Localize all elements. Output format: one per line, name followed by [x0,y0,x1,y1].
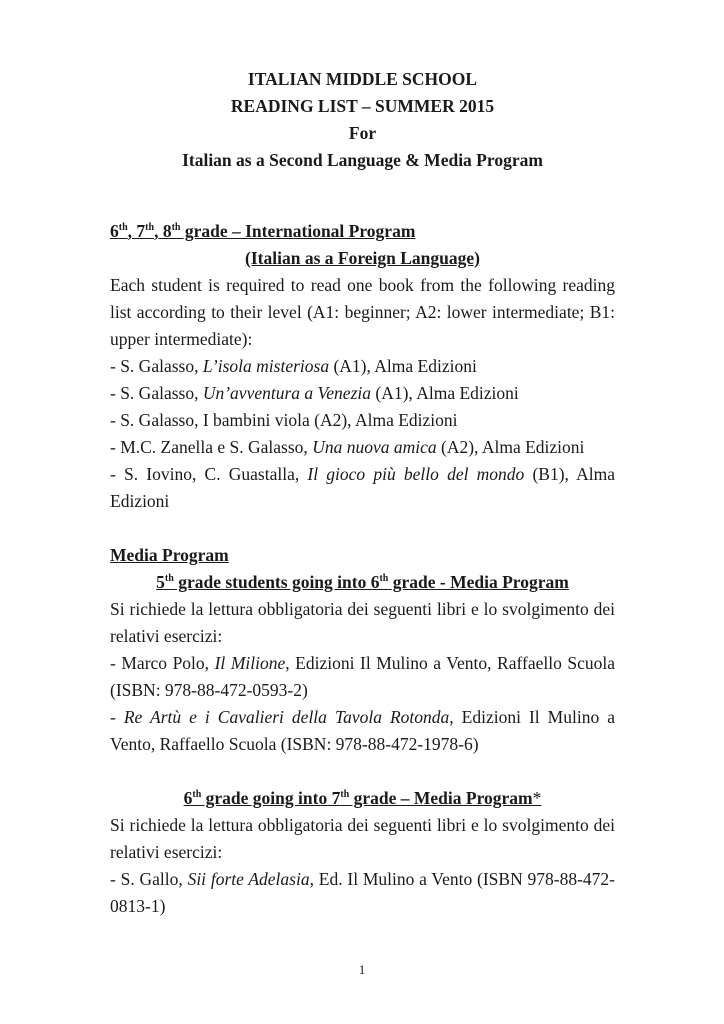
media-program-heading: Media Program [110,545,229,565]
list-item: - Marco Polo, Il Milione, Edizioni Il Mulino a Vento, Raffaello Scuola (ISBN: 978-88-472-0593-2) [110,653,615,700]
grade5-intro: Si richiede la lettura obbligatoria dei seguenti libri e lo svolgimento dei relativi esercizi: [110,599,615,646]
grade6-intro: Si richiede la lettura obbligatoria dei seguenti libri e lo svolgimento dei relativi esercizi: [110,815,615,862]
list-item: - M.C. Zanella e S. Galasso, Una nuova amica (A2), Alma Edizioni [110,437,585,457]
list-item: - Re Artù e i Cavalieri della Tavola Rotonda, Edizioni Il Mulino a Vento, Raffaello Scuola (ISBN: 978-88-472-1978-6) [110,707,615,754]
grade6-media-heading: 6th grade going into 7th grade – Media Program* [183,788,542,808]
document-page [110,66,615,920]
list-item: - S. Galasso, I bambini viola (A2), Alma Edizioni [110,410,458,430]
list-item: - S. Iovino, C. Guastalla, Il gioco più bello del mondo (B1), Alma Edizioni [110,464,615,511]
international-subheading: (Italian as a Foreign Language) [245,248,480,268]
for-line: For [348,123,377,143]
list-item: - S. Galasso, L’isola misteriosa (A1), Alma Edizioni [110,356,477,376]
school-title: ITALIAN MIDDLE SCHOOL [247,69,478,89]
list-item: - S. Galasso, Un’avventura a Venezia (A1), Alma Edizioni [110,383,519,403]
list-item: - S. Gallo, Sii forte Adelasia, Ed. Il Mulino a Vento (ISBN 978-88-472-0813-1) [110,869,615,916]
grade5-media-heading: 5th grade students going into 6th grade - Media Program [156,572,569,592]
reading-list-title: READING LIST – SUMMER 2015 [230,96,495,116]
international-intro: Each student is required to read one book from the following reading list according to their level (A1: beginner; A2: lower intermediate; B1: upper intermediate): [110,275,615,349]
program-title: Italian as a Second Language & Media Program [182,150,543,170]
page-number: 1 [358,962,366,977]
international-heading: 6th, 7th, 8th grade – International Program [110,221,416,241]
